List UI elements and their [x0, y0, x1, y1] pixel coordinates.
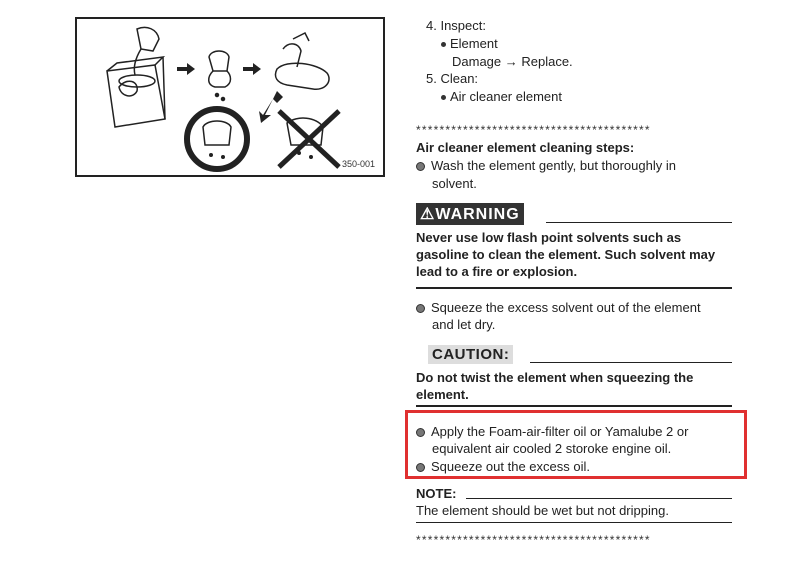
bullet-circle-icon	[416, 463, 425, 472]
squeeze-oil-text: Squeeze out the excess oil.	[431, 459, 590, 474]
squeeze-solvent-line1	[416, 300, 701, 315]
bullet-circle-icon	[416, 428, 425, 437]
arrow-right-icon	[177, 63, 195, 75]
element-in-basin-icon	[275, 33, 329, 89]
bullet-icon	[441, 95, 446, 100]
bullet-circle-icon	[416, 304, 425, 313]
arrow-right-icon	[243, 63, 261, 75]
apply-oil-line2: equivalent air cooled 2 storoke engine oil.	[432, 441, 672, 456]
warning-label	[416, 203, 524, 225]
warning-header-rule	[546, 222, 732, 223]
step-inspect-item	[441, 36, 498, 51]
step-clean-title: 5. Clean:	[426, 71, 479, 86]
wash-text: Wash the element gently, but thoroughly in	[431, 158, 676, 173]
caution-line2: element.	[416, 387, 469, 402]
clean-item-label: Air cleaner element	[450, 89, 562, 104]
squeeze-solvent-text: Squeeze the excess solvent out of the element	[431, 300, 701, 315]
wash-line1	[416, 158, 676, 173]
warning-line3: lead to a fire or explosion.	[416, 264, 578, 279]
caution-label	[428, 345, 513, 364]
arrow-down-icon	[259, 91, 283, 123]
step-inspect-action: Damage → Replace.	[452, 54, 573, 69]
squeeze-solvent-line2: and let dry.	[432, 317, 496, 332]
solvent-can-icon	[107, 27, 165, 127]
warning-footer-rule	[416, 287, 732, 289]
step-clean-item	[441, 89, 562, 104]
cleaning-steps-title: Air cleaner element cleaning steps:	[416, 140, 635, 155]
caution-footer-rule	[416, 405, 732, 407]
stars-separator-top: ****************************************	[416, 123, 651, 137]
squeeze-oil-line	[416, 459, 590, 474]
squeeze-circle-icon	[187, 109, 247, 169]
note-text: The element should be wet but not dripping.	[416, 503, 669, 518]
apply-oil-line1	[416, 424, 688, 439]
illustration-panel	[75, 17, 385, 177]
cleaning-illustration	[77, 19, 383, 175]
apply-oil-text: Apply the Foam-air-filter oil or Yamalube 2 or	[431, 424, 689, 439]
squeeze-hands-icon	[209, 51, 231, 101]
step-inspect-title: 4. Inspect:	[426, 18, 486, 33]
warning-text: WARNING	[435, 206, 520, 223]
bullet-icon	[441, 42, 446, 47]
note-header-rule	[466, 498, 732, 499]
wash-line2: solvent.	[432, 176, 477, 191]
bullet-circle-icon	[416, 162, 425, 171]
stars-separator-bottom: ****************************************	[416, 533, 651, 547]
twist-crossed-icon	[279, 111, 339, 167]
caution-line1: Do not twist the element when squeezing the	[416, 370, 694, 385]
note-label: NOTE:	[416, 486, 457, 501]
warning-line1: Never use low flash point solvents such as	[416, 230, 682, 245]
note-footer-rule	[416, 522, 732, 523]
inspect-item-label: Element	[450, 36, 498, 51]
caution-header-rule	[530, 362, 732, 363]
caution-text: CAUTION:	[428, 345, 513, 364]
figure-code: 350-001	[341, 159, 375, 169]
warning-line2: gasoline to clean the element. Such solvent may	[416, 247, 716, 262]
warning-triangle-icon: ⚠	[420, 206, 436, 223]
